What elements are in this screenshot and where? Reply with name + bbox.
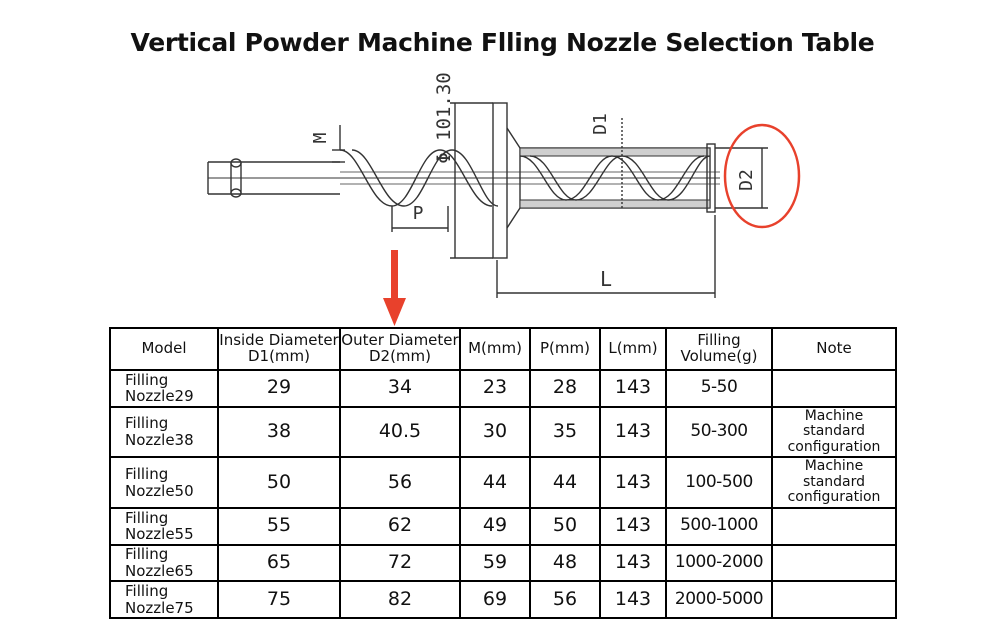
cell-d2: 82 bbox=[340, 581, 460, 618]
cell-d1: 29 bbox=[218, 370, 340, 407]
table-row bbox=[110, 370, 896, 407]
cell-note bbox=[772, 545, 896, 582]
dim-label-phi: Φ 101.30 bbox=[433, 72, 455, 164]
cell-volume: 5-50 bbox=[666, 370, 772, 407]
cell-model: Filling Nozzle75 bbox=[110, 581, 218, 618]
cell-note bbox=[772, 370, 896, 407]
table-row bbox=[110, 581, 896, 618]
header-model: Model bbox=[110, 328, 218, 370]
cell-p: 44 bbox=[530, 457, 600, 508]
header-p: P(mm) bbox=[530, 328, 600, 370]
cell-volume: 2000-5000 bbox=[666, 581, 772, 618]
table-row bbox=[110, 508, 896, 545]
flange bbox=[493, 103, 507, 258]
cell-p: 35 bbox=[530, 407, 600, 458]
cell-m: 23 bbox=[460, 370, 530, 407]
cell-model: Filling Nozzle55 bbox=[110, 508, 218, 545]
table-row bbox=[110, 457, 896, 508]
cell-volume: 1000-2000 bbox=[666, 545, 772, 582]
cell-m: 49 bbox=[460, 508, 530, 545]
cell-l: 143 bbox=[600, 545, 666, 582]
cell-d2: 34 bbox=[340, 370, 460, 407]
header-inside-diameter: Inside Diameter D1(mm) bbox=[218, 328, 340, 370]
cell-d2: 72 bbox=[340, 545, 460, 582]
cell-d1: 50 bbox=[218, 457, 340, 508]
nozzle-selection-table bbox=[109, 327, 897, 619]
cell-note bbox=[772, 581, 896, 618]
cell-d1: 55 bbox=[218, 508, 340, 545]
cell-volume: 50-300 bbox=[666, 407, 772, 458]
cell-note: Machine standard configuration bbox=[772, 457, 896, 508]
cell-d1: 75 bbox=[218, 581, 340, 618]
dim-label-l: L bbox=[599, 267, 613, 291]
cell-p: 50 bbox=[530, 508, 600, 545]
cell-d1: 65 bbox=[218, 545, 340, 582]
dim-label-m: M bbox=[310, 132, 331, 144]
cell-l: 143 bbox=[600, 370, 666, 407]
cell-d2: 56 bbox=[340, 457, 460, 508]
table-row bbox=[110, 545, 896, 582]
cell-volume: 500-1000 bbox=[666, 508, 772, 545]
red-arrow-icon bbox=[383, 250, 406, 326]
dim-label-d2: D2 bbox=[736, 169, 757, 191]
cell-p: 28 bbox=[530, 370, 600, 407]
cell-d2: 40.5 bbox=[340, 407, 460, 458]
header-filling-volume: Filling Volume(g) bbox=[666, 328, 772, 370]
cell-d2: 62 bbox=[340, 508, 460, 545]
cell-model: Filling Nozzle38 bbox=[110, 407, 218, 458]
cell-p: 48 bbox=[530, 545, 600, 582]
cell-p: 56 bbox=[530, 581, 600, 618]
cell-note bbox=[772, 508, 896, 545]
cell-l: 143 bbox=[600, 581, 666, 618]
cell-m: 30 bbox=[460, 407, 530, 458]
table-header-row bbox=[110, 328, 896, 370]
header-note: Note bbox=[772, 328, 896, 370]
cell-d1: 38 bbox=[218, 407, 340, 458]
table-row bbox=[110, 407, 896, 458]
cell-l: 143 bbox=[600, 407, 666, 458]
cell-l: 143 bbox=[600, 508, 666, 545]
cell-model: Filling Nozzle65 bbox=[110, 545, 218, 582]
cell-m: 59 bbox=[460, 545, 530, 582]
cell-note: Machine standard configuration bbox=[772, 407, 896, 458]
dim-label-d1: D1 bbox=[590, 113, 611, 135]
cell-m: 69 bbox=[460, 581, 530, 618]
shaft-pin bbox=[231, 159, 241, 167]
cell-model: Filling Nozzle50 bbox=[110, 457, 218, 508]
page-title: Vertical Powder Machine Flling Nozzle Selection Table bbox=[130, 28, 875, 57]
cell-m: 44 bbox=[460, 457, 530, 508]
cell-model: Filling Nozzle29 bbox=[110, 370, 218, 407]
cell-volume: 100-500 bbox=[666, 457, 772, 508]
dim-label-p: P bbox=[412, 203, 424, 224]
cell-l: 143 bbox=[600, 457, 666, 508]
header-outer-diameter: Outer Diameter D2(mm) bbox=[340, 328, 460, 370]
header-m: M(mm) bbox=[460, 328, 530, 370]
header-l: L(mm) bbox=[600, 328, 666, 370]
